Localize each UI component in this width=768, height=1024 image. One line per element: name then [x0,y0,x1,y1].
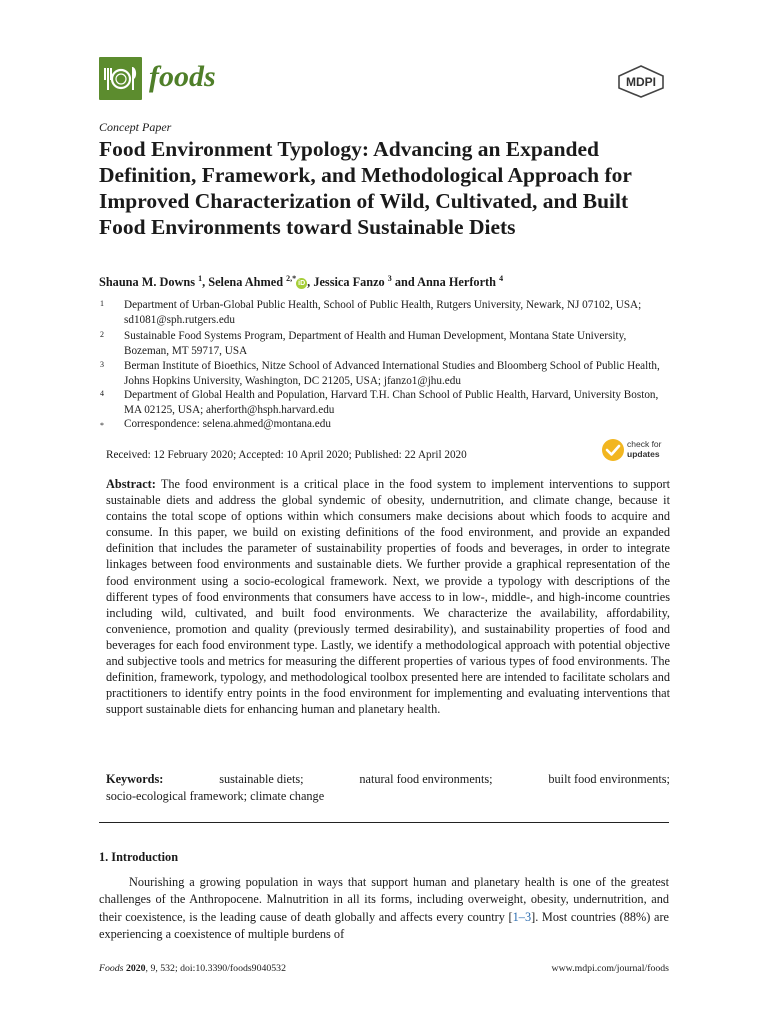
author-name: Jessica Fanzo [313,275,385,290]
intro-paragraph: Nourishing a growing population in ways that support human and planetary health is one of the greatest challenges of the Anthropocene. Malnutrition in all its forms, including overweight, obesity, undernutrition, and their coexistence, is the leading cause of death globally and affects every country [1–3]. Most countries (88%) are experiencing a coexistence of multiple burdens of [99,875,669,942]
keyword: built food environments; [548,772,670,786]
author-affil-mark: 1 [198,274,203,283]
author-list: Shauna M. Downs $^1$, Selena Ahmed $^{2,*}$iD , Jessica Fanzo $^3$ and Anna Herforth $^4$ [99,274,504,290]
paper-title: Food Environment Typology: Advancing an Expanded Definition, Framework, and Methodological Approach for Improved Characterization of Wild, Cultivated, and Built Food Environments toward Sustainable Diets [99,137,632,239]
author-name: Anna Herforth [417,275,496,290]
mdpi-label: MDPI [626,75,656,89]
affiliation: 4 Department of Global Health and Population, Harvard T.H. Chan School of Public Health, Harvard, University Boston, MA 02125, USA; aherforth@hsph.harvard.edu [100,389,659,416]
check-updates-icon [600,437,626,463]
keyword: natural food environments; [359,772,493,786]
journal-name: foods [149,60,216,93]
check-for-updates-button[interactable] [600,436,672,464]
keywords-label: Keywords: [106,772,164,786]
correspondence: * Correspondence: selena.ahmed@montana.edu [100,418,331,430]
abstract [106,476,670,717]
publication-dates: Received: 12 February 2020; Accepted: 10 April 2020; Published: 22 April 2020 [106,449,467,461]
author-affil-mark: 2,* [286,274,297,283]
author-name: Selena Ahmed [208,275,284,290]
author-affil-mark: 3 [387,274,392,283]
footer-journal-url[interactable]: www.mdpi.com/journal/foods [551,963,669,974]
article-type: Concept Paper [99,120,172,134]
abstract-label: Abstract: [106,477,156,491]
updates-label: updates [627,448,660,459]
keywords [106,771,670,805]
section-divider [99,822,669,823]
check-for-label: check for [627,439,662,449]
footer-citation: Foods 2020, 9, 532; doi:10.3390/foods9040532 [99,963,286,974]
keyword: socio-ecological framework; climate change [106,789,325,803]
affiliation: 2 Sustainable Food Systems Program, Department of Health and Human Development, Montana State University, Bozeman, MT 59717, USA [100,330,627,357]
journal-logo-icon [99,57,142,100]
orcid-icon[interactable]: iD [298,280,306,288]
section-heading: 1. Introduction [99,850,179,864]
affiliation: 3 Berman Institute of Bioethics, Nitze School of Advanced International Studies and Bloomberg School of Public Health, Johns Hopkins University, Washington, DC 21205, USA; jfanzo1@jhu.edu [100,360,660,387]
author-affil-mark: 4 [499,274,504,283]
keyword: sustainable diets; [219,772,304,786]
mdpi-logo [613,64,669,98]
abstract-text: The food environment is a critical place in the food system to implement interventions to support sustainable diets and address the global syndemic of obesity, undernutrition, and climate change, because it contains the total scope of options within which consumers make decisions about which foods to acquire and consume. In this paper, we build on existing definitions of the food environment, and provide an expanded definition that includes the parameter of sustainability properties of foods and beverages, in order to integrate linkages between food environments and sustainable diets. We further provide a graphical representation of the food environment using a socio-ecological framework. Next, we provide a typology with descriptions of the different types of food environments that consumers have access to in low-, middle-, and high-income countries including wild, cultivated, and built food environments. We characterize the availability, affordability, convenience, promotion and quality (previously termed desirability), and sustainability properties of food and beverages for each food environment type. Lastly, we identify a methodological approach with potential objective and subjective tools and metrics for measuring the different properties of various types of food environments. The definition, framework, typology, and methodological toolbox presented here are intended to facilitate scholars and practitioners to identify entry points in the food environment for implementing and evaluating interventions that support sustainable diets for enhancing human and planetary health. [106,477,670,717]
affiliation: 1 Department of Urban-Global Public Health, School of Public Health, Rutgers University, Newark, NJ 07102, USA; sd1081@sph.rutgers.edu [100,299,642,326]
author-name: Shauna M. Downs [99,275,196,290]
citation-link[interactable]: 1–3 [512,909,532,924]
